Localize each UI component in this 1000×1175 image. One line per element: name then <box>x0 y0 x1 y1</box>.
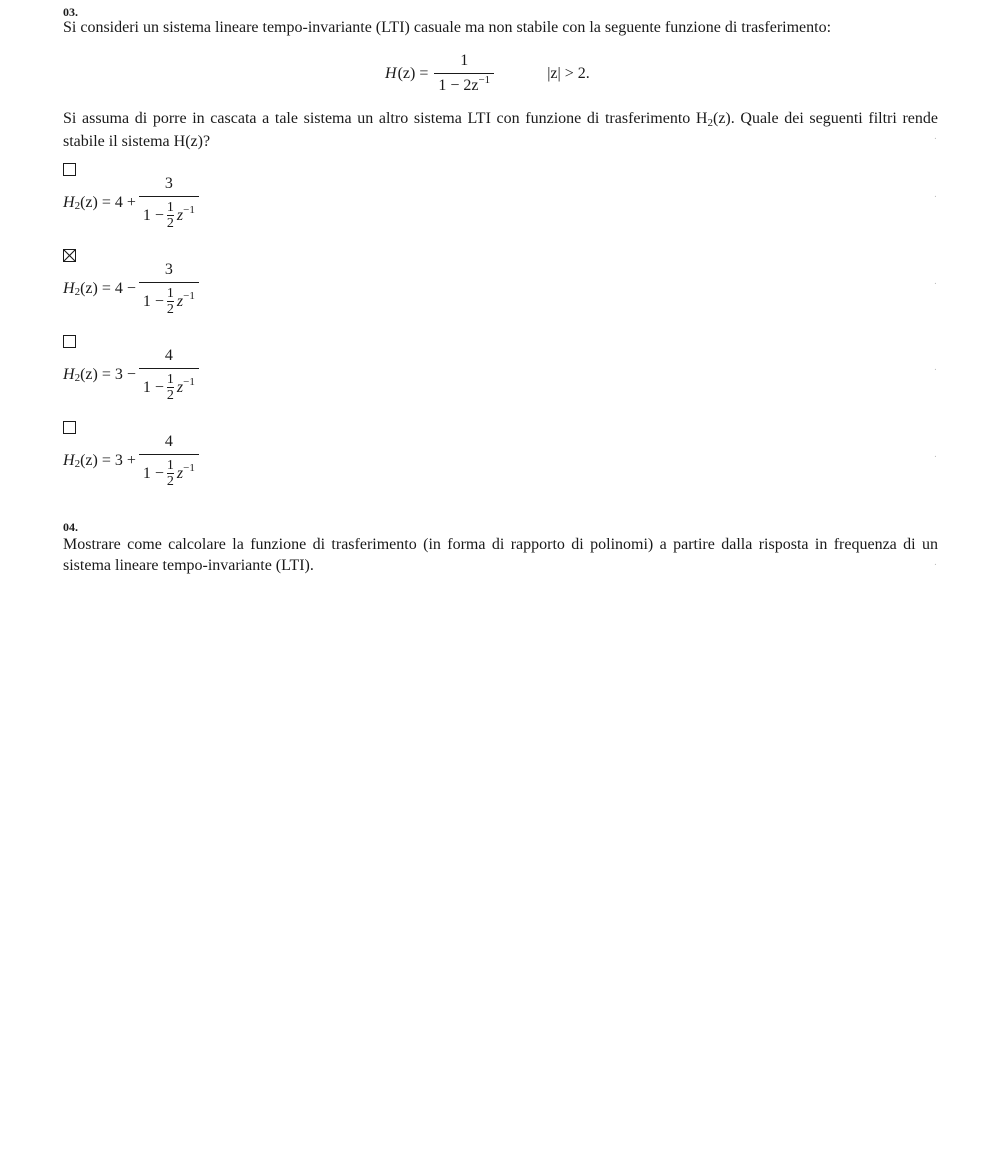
option-c-lhs-sub: 2 <box>74 372 81 384</box>
question-03-intro: Si consideri un sistema lineare tempo-invariante (LTI) casuale ma non stabile con la seguente funzione di trasferimento: <box>63 19 832 36</box>
margin-marker: . <box>934 450 937 460</box>
option-a-denominator <box>139 197 199 231</box>
option-c-numerator: 4 <box>164 347 173 364</box>
tf-denominator-exp: −1 <box>478 74 491 86</box>
option-a-formula <box>63 175 202 231</box>
option-c-den-prefix: 1 − <box>142 378 164 396</box>
checkbox-cross-icon <box>64 250 75 261</box>
question-03-text-part2: (z). Quale dei seguenti filtri rende stabile il sistema H(z)? <box>63 110 938 150</box>
option-c-fraction <box>139 347 199 403</box>
option-b-half <box>167 286 174 317</box>
option-d-denominator <box>139 455 199 489</box>
option-d-den-prefix: 1 − <box>142 464 164 482</box>
option-b-fraction <box>139 261 199 317</box>
option-d-half-den: 2 <box>166 474 174 489</box>
question-03-text <box>63 108 938 152</box>
option-c-den-var: z <box>176 378 184 396</box>
option-d-den-var: z <box>176 464 184 482</box>
option-c-lhs: H <box>63 366 75 383</box>
option-b-den-exp: −1 <box>183 289 195 302</box>
option-a-lhs-arg: (z) = 4 + <box>80 194 136 211</box>
question-03-sub: 2 <box>707 117 713 129</box>
option-c-half-den: 2 <box>166 388 174 403</box>
option-a-numerator: 3 <box>164 175 173 192</box>
question-03-text-part1: Si assuma di porre in cascata a tale sistema un altro sistema LTI con funzione di trasferimento H <box>63 110 708 127</box>
option-a-den-var: z <box>176 206 184 224</box>
tf-denominator-base: 1 − 2z <box>438 77 479 94</box>
tf-lhs-arg: (z) = <box>397 64 429 82</box>
option-d-fraction <box>139 433 199 489</box>
option-a-lhs: H <box>63 194 75 211</box>
question-number-04: 04. <box>63 520 78 534</box>
tf-lhs-name: H <box>385 64 397 82</box>
option-d-den-exp: −1 <box>183 461 195 474</box>
main-transfer-function <box>385 52 590 95</box>
option-b-lhs: H <box>63 280 75 297</box>
option-c-formula <box>63 347 202 403</box>
option-a-half-den: 2 <box>166 216 174 231</box>
option-b-half-num: 1 <box>166 286 174 301</box>
option-a-lhs-sub: 2 <box>74 200 81 212</box>
tf-roc: |z| > 2. <box>547 64 590 82</box>
option-b-den-var: z <box>176 292 184 310</box>
margin-marker: . <box>934 277 937 287</box>
option-d-lhs: H <box>63 452 75 469</box>
option-d-half-num: 1 <box>166 458 174 473</box>
option-d-half <box>167 458 174 489</box>
tf-denominator <box>434 74 494 95</box>
question-04-text: Mostrare come calcolare la funzione di trasferimento (in forma di rapporto di polinomi) a partire dalla risposta in frequenza di un sistema lineare tempo-invariante (LTI). <box>63 536 938 574</box>
option-b-formula <box>63 261 202 317</box>
tf-numerator: 1 <box>460 52 469 69</box>
margin-marker: . <box>934 558 937 568</box>
option-b-den-prefix: 1 − <box>142 292 164 310</box>
option-b-half-den: 2 <box>166 302 174 317</box>
option-b-denominator <box>139 283 199 317</box>
option-b-lhs-arg: (z) = 4 − <box>80 280 136 297</box>
option-a-fraction <box>139 175 199 231</box>
option-a-half <box>167 200 174 231</box>
option-d-numerator: 4 <box>164 433 173 450</box>
option-c-half-num: 1 <box>166 372 174 387</box>
option-a-den-prefix: 1 − <box>142 206 164 224</box>
question-number-03: 03. <box>63 5 78 19</box>
margin-marker: . <box>934 132 937 142</box>
option-a-den-exp: −1 <box>183 203 195 216</box>
option-c-denominator <box>139 369 199 403</box>
margin-marker: . <box>934 363 937 373</box>
option-d-lhs-arg: (z) = 3 + <box>80 452 136 469</box>
option-c-lhs-arg: (z) = 3 − <box>80 366 136 383</box>
option-b-lhs-sub: 2 <box>74 286 81 298</box>
option-c-half <box>167 372 174 403</box>
option-a-half-num: 1 <box>166 200 174 215</box>
margin-marker: . <box>934 190 937 200</box>
option-d-formula <box>63 433 202 489</box>
option-c-den-exp: −1 <box>183 375 195 388</box>
tf-fraction <box>434 52 494 95</box>
option-d-lhs-sub: 2 <box>74 458 81 470</box>
option-b-numerator: 3 <box>164 261 173 278</box>
